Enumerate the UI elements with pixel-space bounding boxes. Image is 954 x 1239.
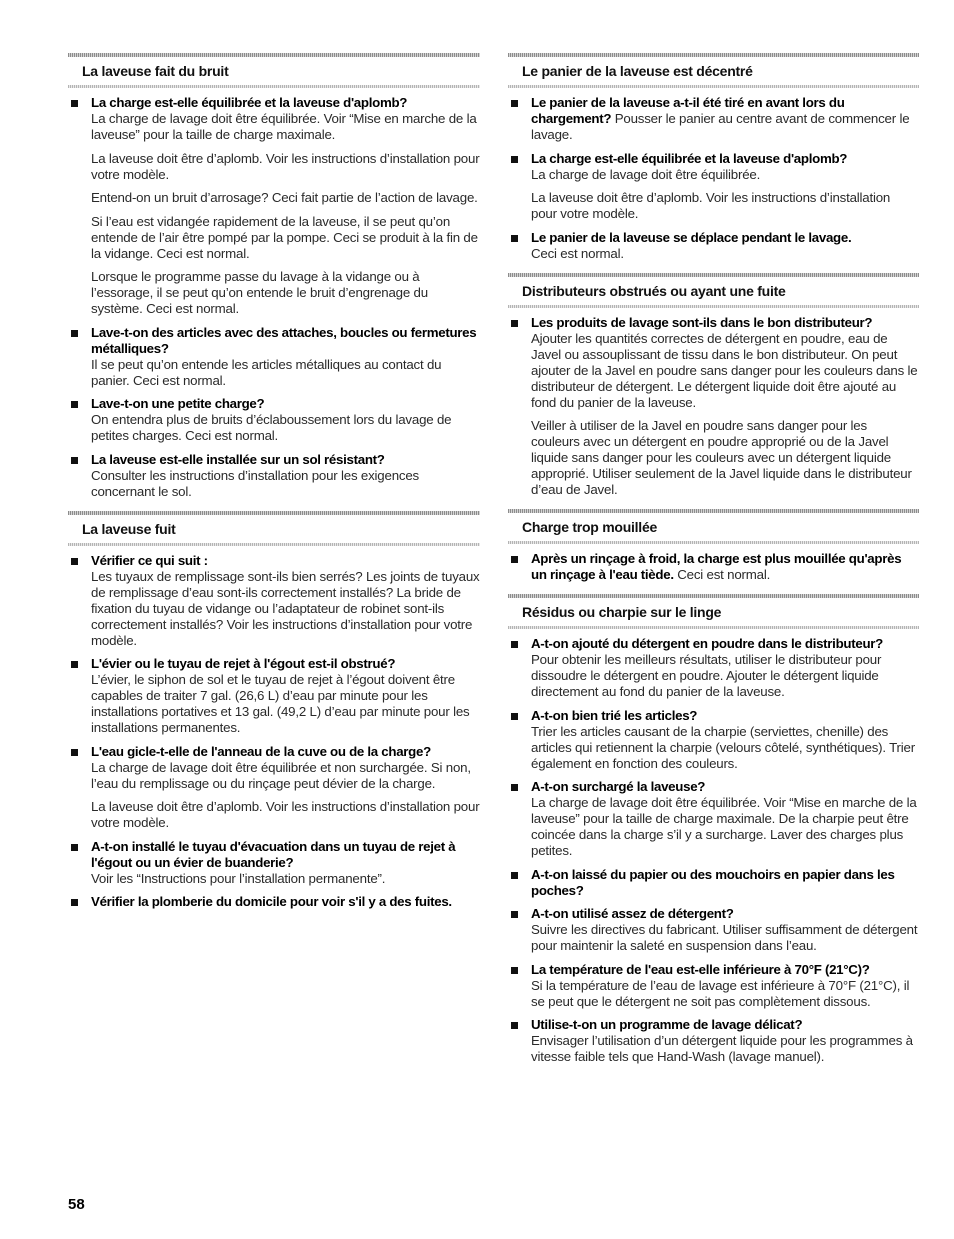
- section-header: [508, 594, 919, 629]
- item-question-line: [531, 315, 919, 331]
- section-header: [508, 53, 919, 88]
- item-answer: Envisager l’utilisation d’un détergent liquide pour les programmes à vitesse faible tels que Hand-Wash (lavage manuel).: [531, 1033, 913, 1064]
- item-question-line: [531, 906, 919, 922]
- troubleshooting-section: [508, 273, 919, 499]
- troubleshooting-item: [508, 636, 919, 700]
- square-bullet-icon: [511, 911, 518, 918]
- item-answer-inline: Ceci est normal.: [677, 567, 771, 582]
- item-question: Après un rinçage à froid, la charge est plus mouillée qu'après un rinçage à l'eau tiède.: [531, 551, 902, 582]
- troubleshooting-item: [68, 325, 480, 389]
- troubleshooting-item: [68, 95, 480, 317]
- item-answer: Les tuyaux de remplissage sont-ils bien serrés? Les joints de tuyaux de remplissage d’eau sont-ils correctement installés? La bride de fixation du tuyau de vidange ou l’adaptateur de robinet sont-ils correctement installés? Voir les instructions d’installation pour votre modèle.: [91, 568, 480, 648]
- item-question-line: [91, 656, 480, 672]
- troubleshooting-item: [508, 315, 919, 499]
- item-question-line: [531, 95, 919, 143]
- item-question-line: [91, 744, 480, 760]
- square-bullet-icon: [71, 330, 78, 337]
- troubleshooting-item: [508, 151, 919, 223]
- item-question: Vérifier la plomberie du domicile pour voir s'il y a des fuites.: [91, 894, 452, 909]
- item-question: A-t-on surchargé la laveuse?: [531, 779, 706, 794]
- item-note: Veiller à utiliser de la Javel en poudre sans danger pour les couleurs avec un détergent en poudre approprié ou de la Javel liquide sans danger pour les couleurs avec un détergent liquide approprié. Utiliser seulement de la Javel liquide dans le distributeur d’eau de Javel.: [531, 418, 912, 497]
- square-bullet-icon: [71, 899, 78, 906]
- square-bullet-icon: [511, 1022, 518, 1029]
- square-bullet-icon: [71, 558, 78, 565]
- item-question: Les produits de lavage sont-ils dans le bon distributeur?: [531, 314, 873, 330]
- item-question-line: [531, 151, 919, 167]
- section-title: Charge trop mouillée: [522, 519, 658, 535]
- section-title: Distributeurs obstrués ou ayant une fuite: [522, 282, 786, 299]
- square-bullet-icon: [71, 401, 78, 408]
- page-number: 58: [68, 1196, 85, 1213]
- item-question: L'eau gicle-t-elle de l'anneau de la cuve ou de la charge?: [91, 743, 431, 759]
- item-question-line: [91, 452, 480, 468]
- item-question: Utilise-t-on un programme de lavage délicat?: [531, 1017, 803, 1032]
- item-answer: Pour obtenir les meilleurs résultats, utiliser le distributeur pour dissoudre le détergent en poudre. Ajouter le détergent liquide directement au fond du panier de la laveuse.: [531, 652, 882, 699]
- item-note: Lorsque le programme passe du lavage à la vidange ou à l’essorage, il se peut qu’on entende le bruit d’engrenage du système. Ceci est normal.: [91, 269, 428, 316]
- item-question: La température de l'eau est-elle inférieure à 70°F (21°C)?: [531, 961, 870, 977]
- item-question: A-t-on laissé du papier ou des mouchoirs en papier dans les poches?: [531, 866, 895, 898]
- square-bullet-icon: [511, 556, 518, 563]
- item-question-line: [531, 867, 919, 899]
- section-rule-bottom: [508, 85, 919, 88]
- item-question: La charge est-elle équilibrée et la laveuse d'aplomb?: [531, 150, 848, 166]
- square-bullet-icon: [71, 457, 78, 464]
- item-question-line: [91, 325, 480, 357]
- item-answer: Si la température de l’eau de lavage est inférieure à 70°F (21°C), il se peut que le détergent ne soit pas complètement dissous.: [531, 977, 910, 1009]
- troubleshooting-section: [508, 53, 919, 262]
- troubleshooting-item: [508, 708, 919, 772]
- square-bullet-icon: [511, 872, 518, 879]
- item-question-line: [531, 636, 919, 652]
- item-note: La laveuse doit être d’aplomb. Voir les instructions d’installation pour votre modèle.: [91, 799, 480, 830]
- item-question: La laveuse est-elle installée sur un sol résistant?: [91, 451, 385, 467]
- item-answer: L’évier, le siphon de sol et le tuyau de rejet à l’égout doivent être capables de traiter 7 gal. (26,6 L) d’eau par minute pour les installations portatives et 13 gal. (49,2 L) d’eau par minute pour les installations permanentes.: [91, 672, 470, 735]
- troubleshooting-item: [508, 95, 919, 143]
- item-note: Entend-on un bruit d’arrosage? Ceci fait partie de l’action de lavage.: [91, 190, 478, 205]
- troubleshooting-item: [68, 396, 480, 444]
- item-question-line: [91, 839, 480, 871]
- section-rule-bottom: [68, 85, 480, 88]
- item-question-line: [531, 230, 919, 246]
- square-bullet-icon: [511, 784, 518, 791]
- item-answer: Consulter les instructions d’installation pour les exigences concernant le sol.: [91, 467, 419, 499]
- square-bullet-icon: [511, 713, 518, 720]
- item-answer: La charge de lavage doit être équilibrée.: [531, 166, 761, 182]
- item-question: Le panier de la laveuse se déplace pendant le lavage.: [531, 229, 852, 245]
- item-question: Le panier de la laveuse a-t-il été tiré en avant lors du chargement?: [531, 95, 845, 126]
- item-answer: On entendra plus de bruits d’éclaboussement lors du lavage de petites charges. Ceci est normal.: [91, 412, 452, 443]
- item-question: A-t-on bien trié les articles?: [531, 707, 698, 723]
- item-answer: Ceci est normal.: [531, 245, 624, 261]
- square-bullet-icon: [511, 156, 518, 163]
- troubleshooting-item: [68, 452, 480, 500]
- troubleshooting-item: [508, 551, 919, 583]
- troubleshooting-item: [508, 230, 919, 262]
- item-question-line: [531, 551, 919, 583]
- item-question: Lave-t-on une petite charge?: [91, 396, 265, 411]
- item-answer: Suivre les directives du fabricant. Utiliser suffisamment de détergent pour maintenir la saleté en suspension dans l’eau.: [531, 922, 918, 953]
- item-answer: Ajouter les quantités correctes de détergent en poudre, eau de Javel ou assouplissant de tissu dans le bon distributeur. On peut ajouter de la Javel en poudre sans danger pour les couleurs dans le distributeur de détergent. Le détergent liquide doit être ajouté au fond du panier de la laveuse.: [531, 330, 918, 410]
- item-question-line: [91, 396, 480, 412]
- section-rule-bottom: [508, 626, 919, 629]
- item-note: Si l’eau est vidangée rapidement de la laveuse, il se peut qu’on entende de l’air être pompé par la pompe. Ceci se produit à la fin de la vidange. Ceci est normal.: [91, 213, 478, 261]
- item-answer-inline: Pousser le panier au centre avant de commencer le lavage.: [531, 111, 910, 142]
- square-bullet-icon: [71, 844, 78, 851]
- item-note: La laveuse doit être d’aplomb. Voir les instructions d’installation pour votre modèle.: [91, 150, 480, 182]
- item-question: L'évier ou le tuyau de rejet à l'égout est-il obstrué?: [91, 656, 396, 671]
- troubleshooting-item: [68, 894, 480, 910]
- square-bullet-icon: [71, 661, 78, 668]
- square-bullet-icon: [511, 641, 518, 648]
- troubleshooting-section: [68, 53, 480, 500]
- section-title: Résidus ou charpie sur le linge: [522, 604, 722, 620]
- item-question-line: [91, 95, 480, 111]
- troubleshooting-item: [508, 906, 919, 954]
- item-answer: Trier les articles causant de la charpie (serviettes, chenille) des articles qui retiennent la charpie (velours côtelé, synthétiques). Trier également en fonction des couleurs.: [531, 723, 915, 771]
- troubleshooting-section: [68, 511, 480, 911]
- square-bullet-icon: [71, 749, 78, 756]
- item-answer: La charge de lavage doit être équilibrée et non surchargée. Si non, l’eau du remplissage ou du rinçage peut dévier de la charge.: [91, 759, 471, 791]
- section-title: La laveuse fait du bruit: [82, 63, 229, 79]
- section-rule-bottom: [68, 543, 480, 546]
- section-title: La laveuse fuit: [82, 520, 176, 537]
- item-question: Vérifier ce qui suit :: [91, 552, 208, 568]
- square-bullet-icon: [71, 100, 78, 107]
- troubleshooting-item: [508, 867, 919, 899]
- left-column: [68, 53, 480, 910]
- section-rule-bottom: [508, 541, 919, 544]
- section-rule-bottom: [508, 305, 919, 308]
- item-question-line: [531, 962, 919, 978]
- section-header: [68, 53, 480, 88]
- item-note: La laveuse doit être d’aplomb. Voir les instructions d’installation pour votre modèle.: [531, 190, 891, 221]
- item-question-line: [531, 779, 919, 795]
- section-header: [508, 509, 919, 544]
- item-question-line: [531, 708, 919, 724]
- item-answer: La charge de lavage doit être équilibrée. Voir “Mise en marche de la laveuse” pour la taille de charge maximale.: [91, 111, 477, 142]
- section-header: [68, 511, 480, 546]
- section-title: Le panier de la laveuse est décentré: [522, 63, 753, 79]
- square-bullet-icon: [511, 235, 518, 242]
- troubleshooting-item: [508, 962, 919, 1010]
- troubleshooting-item: [68, 656, 480, 736]
- item-question: A-t-on utilisé assez de détergent?: [531, 906, 734, 921]
- square-bullet-icon: [511, 100, 518, 107]
- troubleshooting-section: [508, 594, 919, 1065]
- item-question: Lave-t-on des articles avec des attaches, boucles ou fermetures métalliques?: [91, 324, 477, 356]
- troubleshooting-item: [68, 839, 480, 887]
- item-question: La charge est-elle équilibrée et la laveuse d'aplomb?: [91, 95, 408, 110]
- item-question: A-t-on ajouté du détergent en poudre dans le distributeur?: [531, 636, 883, 651]
- item-answer: Il se peut qu’on entende les articles métalliques au contact du panier. Ceci est normal.: [91, 356, 442, 388]
- troubleshooting-item: [508, 1017, 919, 1065]
- troubleshooting-item: [508, 779, 919, 859]
- square-bullet-icon: [511, 967, 518, 974]
- right-column: [508, 53, 919, 1065]
- item-answer: La charge de lavage doit être équilibrée. Voir “Mise en marche de la laveuse” pour la taille de charge maximale. De la charpie peut être coincée dans la charge s’il y a surcharge. Laver des charges plus petites.: [531, 795, 917, 858]
- troubleshooting-item: [68, 553, 480, 649]
- item-question-line: [91, 894, 480, 910]
- square-bullet-icon: [511, 320, 518, 327]
- item-answer: Voir les “Instructions pour l’installation permanente”.: [91, 870, 386, 886]
- item-question-line: [531, 1017, 919, 1033]
- troubleshooting-section: [508, 509, 919, 583]
- section-header: [508, 273, 919, 308]
- troubleshooting-item: [68, 744, 480, 832]
- item-question-line: [91, 553, 480, 569]
- item-question: A-t-on installé le tuyau d'évacuation dans un tuyau de rejet à l'égout ou un évier de buanderie?: [91, 838, 456, 870]
